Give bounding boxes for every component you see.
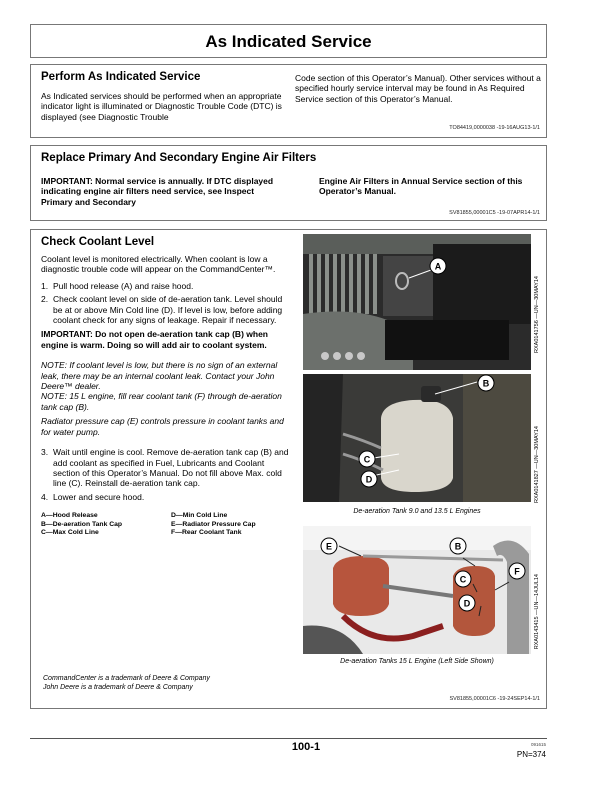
list-item: 1. Pull hood release (A) and raise hood. xyxy=(41,280,194,291)
legend-item: E—Radiator Pressure Cap xyxy=(171,520,256,528)
intro-text: Coolant level is monitored electrically. When coolant is low a diagnostic trouble code will appear on the CommandCenter™. xyxy=(41,254,276,275)
svg-text:C: C xyxy=(363,454,371,465)
callout-f xyxy=(509,563,525,579)
section-id: SV81855,00001C6 -19-24SEP14-1/1 xyxy=(449,696,540,702)
pn-number: PN=374 xyxy=(516,750,546,759)
callouts xyxy=(31,230,548,710)
section-title: Replace Primary And Secondary Engine Air Filters xyxy=(41,152,317,164)
callout-d xyxy=(361,471,377,487)
callout-a xyxy=(430,258,446,274)
legend-item: A—Hood Release xyxy=(41,512,98,520)
page-number: 100-1 xyxy=(291,741,321,753)
footer-divider xyxy=(30,738,547,739)
page-title-box xyxy=(30,24,547,58)
svg-text:C: C xyxy=(459,574,467,585)
photo-id: RXA0143415 —UN—14JUL14 xyxy=(534,574,540,650)
list-item: 4. Lower and secure hood. xyxy=(41,491,145,502)
legend-item: F—Rear Coolant Tank xyxy=(171,528,242,536)
callout-c xyxy=(455,571,471,587)
list-item: 3. Wait until engine is cool. Remove de-aeration tank cap (B) and add coolant as specified in Fuel, Lubricants and Coolant section of this Operator’s Manual. Do not fill above Max. cold line (C). Reinstall de-aeration tank cap. xyxy=(41,447,289,489)
note-text: Radiator pressure cap (E) controls pressure in coolant tanks and for water pump. xyxy=(41,416,284,437)
page-title: As Indicated Service xyxy=(205,32,372,51)
callout-b xyxy=(450,538,466,554)
callout-e xyxy=(321,538,337,554)
section-air-filters xyxy=(30,145,547,221)
section-right-text: Code section of this Operator’s Manual). Other services without a specified hourly service interval may be found in As Required Service section of this Operator’s Manual. xyxy=(295,73,541,104)
legend-item: D—Min Cold Line xyxy=(171,512,228,520)
callout-d xyxy=(459,595,475,611)
important-text: IMPORTANT: Normal service is annually. If DTC displayed indicating engine air filters need service, see Inspect Primary and Secondary xyxy=(41,176,274,207)
important-text: IMPORTANT: Do not open de-aeration tank cap (B) when engine is warm. Doing so will add air to coolant system. xyxy=(41,329,268,350)
svg-text:B: B xyxy=(482,378,490,389)
legend-item: B—De-aeration Tank Cap xyxy=(41,520,123,528)
section-check-coolant xyxy=(30,229,547,709)
section-perform-as-indicated xyxy=(30,64,547,138)
section-id: TO84419,0000038 -19-16AUG13-1/1 xyxy=(449,125,540,131)
callout-c xyxy=(359,451,375,467)
trademark-notes: CommandCenter is a trademark of Deere & Company John Deere is a trademark of Deere & Company xyxy=(43,675,210,691)
svg-text:D: D xyxy=(365,474,373,485)
photo-id: RXA0141827 —UN—30MAY14 xyxy=(534,426,540,503)
note-text: NOTE: If coolant level is low, but there is no sign of an external leak, there may be an internal coolant leak. Contact your John Deere™ dealer. xyxy=(41,360,278,392)
photo-id: RXA0141756 —UN—30MAY14 xyxy=(534,276,540,353)
section-title: Check Coolant Level xyxy=(41,236,155,248)
section-id: SV81855,00001C5 -19-07APR14-1/1 xyxy=(449,210,540,216)
footer-code: 091615 xyxy=(530,742,546,747)
svg-text:B: B xyxy=(454,541,462,552)
svg-text:F: F xyxy=(514,566,520,577)
svg-text:E: E xyxy=(325,541,333,552)
photo-caption: De-aeration Tank 9.0 and 13.5 L Engines xyxy=(353,508,481,515)
note-text: NOTE: 15 L engine, fill rear coolant tank (F) through de-aeration tank cap (B). xyxy=(41,391,282,412)
list-item: 2. Check coolant level on side of de-aeration tank. Level should be at or above Min Cold line (D). If level is low, before adding coolant check for any signs of leakage. Repair if necessary. xyxy=(41,294,283,326)
photo-caption: De-aeration Tanks 15 L Engine (Left Side Shown) xyxy=(340,658,494,665)
svg-text:D: D xyxy=(463,598,471,609)
section-title: Perform As Indicated Service xyxy=(41,71,201,83)
legend-item: C—Max Cold Line xyxy=(41,528,99,536)
important-text-continued: Engine Air Filters in Annual Service section of this Operator’s Manual. xyxy=(319,176,523,197)
section-left-text: As Indicated services should be performed when an appropriate indicator light is illuminated or Diagnostic Trouble Code (DTC) is displayed (see Diagnostic Trouble xyxy=(41,91,282,122)
callout-b xyxy=(478,375,494,391)
svg-text:A: A xyxy=(434,261,442,272)
